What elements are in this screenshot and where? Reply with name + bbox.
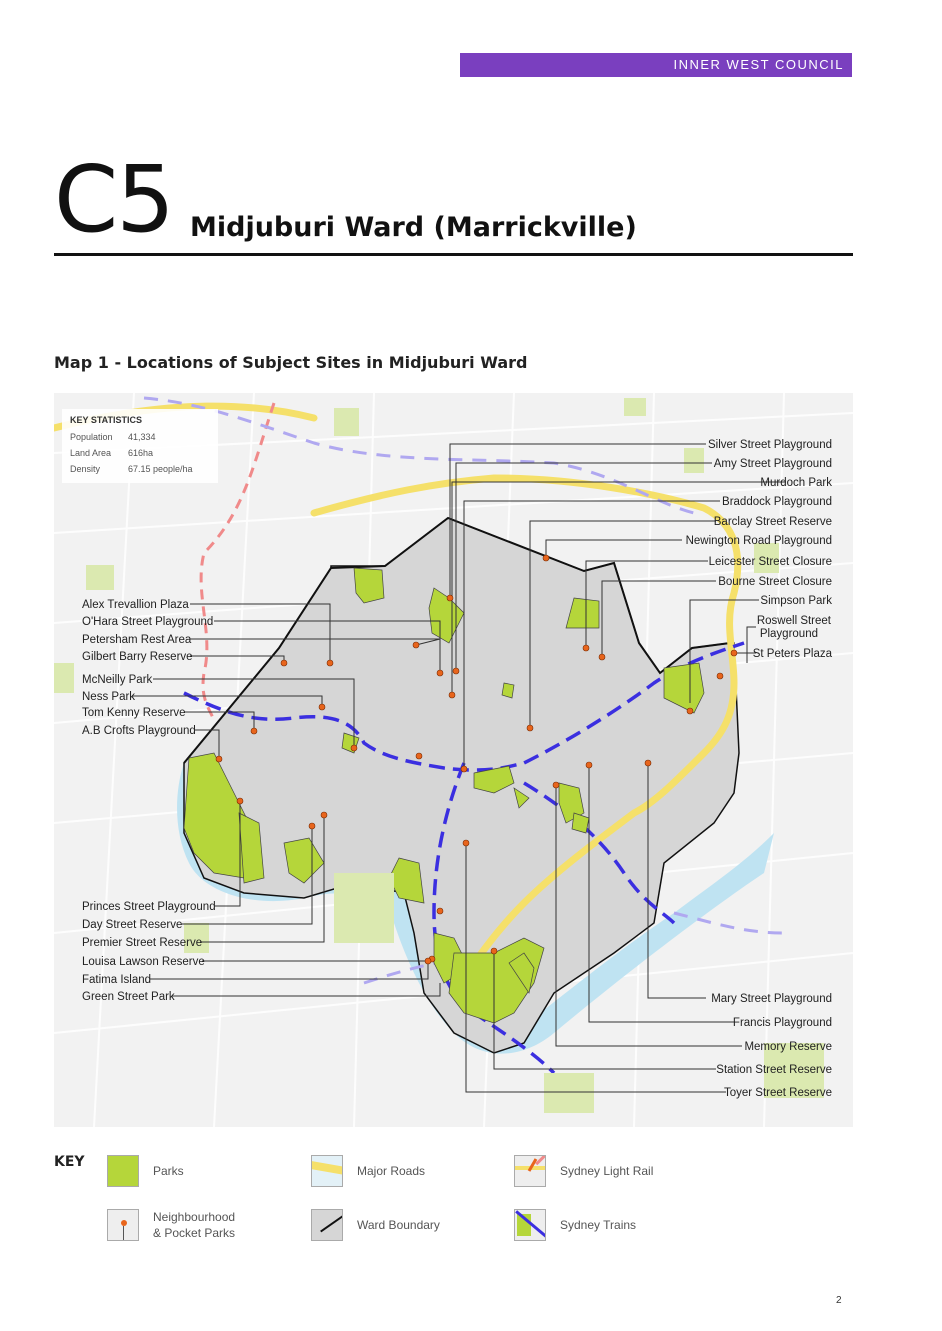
council-banner [460, 53, 852, 77]
key-light-rail [514, 1155, 653, 1187]
trains-swatch [514, 1209, 546, 1241]
label-louisa-lawson-reserve: Louisa Lawson Reserve [82, 956, 205, 968]
label-francis-playground: Francis Playground [732, 1017, 832, 1029]
label-st-peters-plaza: St Peters Plaza [752, 648, 832, 660]
label-amy-street-playground: Amy Street Playground [713, 458, 832, 470]
map-svg [54, 393, 853, 1127]
stat-label: Land Area [70, 448, 112, 458]
stat-row [70, 445, 210, 461]
label-mary-street-playground: Mary Street Playground [711, 993, 832, 1005]
key-pocket-parks [107, 1209, 235, 1241]
key-title: KEY [54, 1154, 85, 1170]
key-pocket-parks-line2: & Pocket Parks [153, 1226, 236, 1240]
label-ab-crofts-playground: A.B Crofts Playground [82, 725, 196, 737]
page-number: 2 [836, 1295, 842, 1306]
section-code: C5 [54, 146, 173, 253]
ward-boundary-swatch [311, 1209, 343, 1241]
label-petersham-rest-area: Petersham Rest Area [82, 634, 192, 646]
key-parks [107, 1155, 184, 1187]
label-princes-street-playground: Princes Street Playground [82, 901, 216, 913]
pocket-parks-swatch [107, 1209, 139, 1241]
section-title: Midjuburi Ward (Marrickville) [190, 212, 637, 243]
park [502, 683, 514, 698]
key-trains-label: Sydney Trains [560, 1218, 637, 1232]
stat-label: Population [70, 432, 113, 442]
label-murdoch-park: Murdoch Park [760, 477, 832, 489]
key-light-rail-label: Sydney Light Rail [560, 1164, 654, 1178]
stat-value: 41,334 [128, 432, 156, 442]
key-statistics-panel [62, 409, 218, 483]
stat-row [70, 429, 210, 445]
key-ward-boundary-label: Ward Boundary [357, 1218, 440, 1232]
key-ward-boundary [311, 1209, 440, 1241]
label-mcneilly-park: McNeilly Park [82, 674, 153, 686]
label-memory-reserve: Memory Reserve [744, 1041, 832, 1053]
label-leicester-street-closure: Leicester Street Closure [708, 556, 832, 568]
label-simpson-park: Simpson Park [760, 595, 832, 607]
label-station-street-reserve: Station Street Reserve [716, 1064, 832, 1076]
label-tom-kenny-reserve: Tom Kenny Reserve [82, 707, 186, 719]
label-roswell-street: Roswell Street [756, 615, 831, 627]
label-day-street-reserve: Day Street Reserve [82, 919, 183, 931]
stat-row [70, 461, 210, 477]
major-roads-swatch [311, 1155, 343, 1187]
label-ness-park: Ness Park [82, 691, 136, 703]
key-major-roads [311, 1155, 425, 1187]
map-title: Map 1 - Locations of Subject Sites in Midjuburi Ward [54, 353, 528, 372]
key-sydney-trains [514, 1209, 636, 1241]
label-alex-trevallion-plaza: Alex Trevallion Plaza [82, 599, 189, 611]
label-ohara-street-playground: O'Hara Street Playground [82, 616, 214, 628]
parks-swatch [107, 1155, 139, 1187]
stat-label: Density [70, 464, 101, 474]
label-fatima-island: Fatima Island [82, 974, 152, 986]
ward-map [54, 393, 853, 1127]
label-barclay-street-reserve: Barclay Street Reserve [713, 516, 832, 528]
label-silver-street-playground: Silver Street Playground [707, 439, 832, 451]
key-major-roads-label: Major Roads [357, 1164, 426, 1178]
label-bourne-street-closure: Bourne Street Closure [718, 576, 832, 588]
key-statistics-title: KEY STATISTICS [70, 415, 143, 425]
label-gilbert-barry-reserve: Gilbert Barry Reserve [82, 651, 193, 663]
label-braddock-playground: Braddock Playground [722, 496, 832, 508]
label-toyer-street-reserve: Toyer Street Reserve [723, 1087, 832, 1099]
label-premier-street-reserve: Premier Street Reserve [82, 937, 203, 949]
label-green-street-park: Green Street Park [82, 991, 175, 1003]
council-name: INNER WEST COUNCIL [673, 57, 844, 72]
key-pocket-parks-label [153, 1209, 235, 1241]
light-rail-swatch [514, 1155, 546, 1187]
label-newington-road-playground: Newington Road Playground [685, 535, 832, 547]
stat-value: 616ha [128, 448, 154, 458]
title-rule [54, 253, 853, 256]
key-pocket-parks-line1: Neighbourhood [153, 1210, 236, 1224]
key-parks-label: Parks [153, 1164, 184, 1178]
label-roswell-playground: Playground [759, 628, 818, 640]
stat-value: 67.15 people/ha [128, 464, 193, 474]
